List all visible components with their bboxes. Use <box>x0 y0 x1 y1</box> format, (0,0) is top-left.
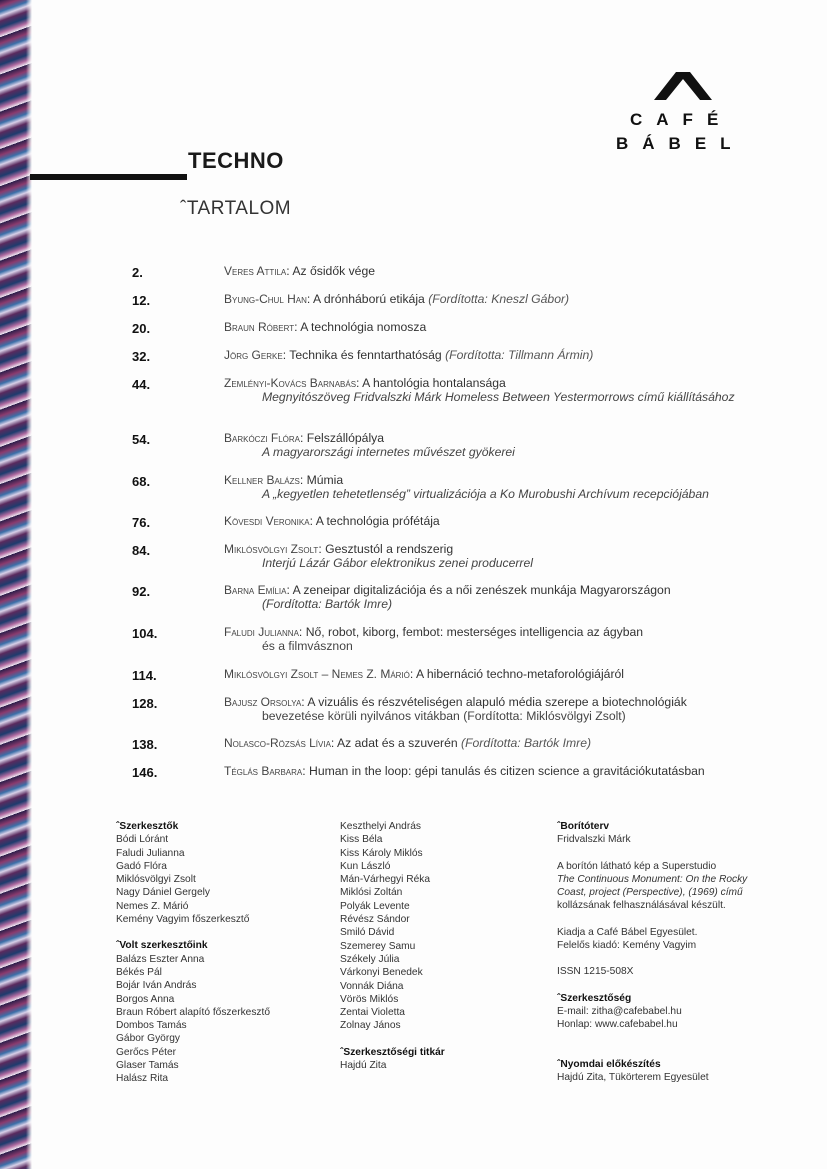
toc-text: Téglás Barbara: Human in the loop: gépi tanulás és citizen science a gravitációkutatásban <box>224 764 705 778</box>
secretary-heading: ˆSzerkesztőségi titkár <box>340 1046 445 1058</box>
office-heading: ˆSzerkesztőség <box>557 992 632 1004</box>
credit-name: Vonnák Diána <box>340 980 404 992</box>
logo-line-1: CAFÉ <box>630 110 733 129</box>
toc-title: A vizuális és részvételiségen alapuló média szerepe a biotechnológiák <box>307 695 687 709</box>
toc-text: Kövesdi Veronika: A technológia prófétája <box>224 514 440 528</box>
credit-name: Miklósi Zoltán <box>340 887 403 899</box>
toc-title: Az ősidők vége <box>292 264 376 278</box>
toc-translator: (Fordította: Kneszl Gábor) <box>428 292 570 306</box>
credits-col-2 <box>340 820 445 1072</box>
toc-page-number: 84. <box>132 543 151 558</box>
credit-name: Zentai Violetta <box>340 1007 405 1019</box>
toc-author: Zemlényi-Kovács Barnabás <box>224 376 357 390</box>
office-web: Honlap: www.cafebabel.hu <box>557 1019 678 1031</box>
toc-subtitle: (Fordította: Bartók Imre) <box>262 596 393 611</box>
toc-translator: (Fordította: Tillmann Ármin) <box>445 348 594 362</box>
toc-page-number: 92. <box>132 584 151 599</box>
page-subtitle: ˆTARTALOM <box>180 198 292 219</box>
credit-name: Szemerey Samu <box>340 940 416 952</box>
credit-name: Révész Sándor <box>340 914 410 926</box>
toc-author: Barkóczi Flóra <box>224 431 301 445</box>
toc-page-number: 12. <box>132 293 151 308</box>
credit-name: Halász Rita <box>116 1073 169 1085</box>
toc-page-number: 32. <box>132 349 151 364</box>
toc-author: Braun Róbert <box>224 320 295 334</box>
credit-name: Mán-Várhegyi Réka <box>340 874 431 886</box>
logo-chevron-icon <box>654 70 712 102</box>
credit-name: Kemény Vagyim főszerkesztő <box>116 914 250 926</box>
print-heading: ˆNyomdai előkészítés <box>557 1058 661 1070</box>
toc-subtitle: Megnyitószöveg Fridvalszki Márk Homeless Between Yestermorrows című kiállításához <box>262 389 735 404</box>
editors-list <box>116 833 270 926</box>
toc-title: A hantológia hontalansága <box>362 376 506 390</box>
toc-text: Miklósvölgyi Zsolt: Gesztustól a rendszerig Interjú Lázár Gábor elektronikus zenei producerrel <box>224 543 784 570</box>
toc-subtitle: Interjú Lázár Gábor elektronikus zenei producerrel <box>262 555 533 570</box>
toc-text: Faludi Julianna: Nő, robot, kiborg, fembot: mesterséges intelligencia az ágyban és a filmvásznon <box>224 626 784 653</box>
toc-text: Zemlényi-Kovács Barnabás: A hantológia hontalansága Megnyitószöveg Fridvalszki Márk Homeless Between Yestermorrows című kiállításához <box>224 377 784 404</box>
cafe-babel-logo <box>612 70 762 160</box>
toc-title: Gesztustól a rendszerig <box>325 542 454 556</box>
credit-name: Glaser Tamás <box>116 1060 179 1072</box>
toc-page-number: 138. <box>132 737 158 752</box>
credit-name: Kiss Béla <box>340 834 383 846</box>
toc-page-number: 114. <box>132 668 157 683</box>
toc-title: A zeneipar digitalizációja és a női zenészek munkája Magyarországon <box>292 583 671 597</box>
toc-text: Barkóczi Flóra: Felszállópálya A magyarországi internetes művészet gyökerei <box>224 432 784 459</box>
toc-page-number: 128. <box>132 696 158 711</box>
toc-title: A technológia nomosza <box>300 320 427 334</box>
toc-author: Barna Emília <box>224 583 287 597</box>
toc-author: Bajusz Orsolya <box>224 695 302 709</box>
cover-heading: ˆBorítóterv <box>557 821 610 832</box>
toc-author: Veres Attila <box>224 264 287 278</box>
toc-page-number: 54. <box>132 432 151 447</box>
print-prep: Hajdú Zita, Tükörterem Egyesület <box>557 1071 709 1083</box>
credit-name: Várkonyi Benedek <box>340 967 423 979</box>
toc-text: Miklósvölgyi Zsolt – Nemes Z. Márió: A hibernáció techno-metaforológiájáról <box>224 667 624 681</box>
toc-text: Kellner Balázs: Múmia A „kegyetlen tehetetlenség” virtualizációja a Ko Murobushi Archívum recepciójában <box>224 474 784 501</box>
title-rule <box>30 174 187 180</box>
former-editors-heading: ˆVolt szerkesztőink <box>116 940 208 952</box>
toc-text: Braun Róbert: A technológia nomosza <box>224 320 427 334</box>
toc-author: Miklósvölgyi Zsolt <box>224 542 319 556</box>
toc-title: A drónháború etikája <box>313 292 425 306</box>
credit-name: Nagy Dániel Gergely <box>116 887 210 899</box>
credit-name: Polyák Levente <box>340 900 410 912</box>
credit-name: Gerőcs Péter <box>116 1046 177 1058</box>
toc-text: Barna Emília: A zeneipar digitalizációja és a női zenészek munkája Magyarországon (Fordította: Bartók Imre) <box>224 584 784 611</box>
credit-name: Borgos Anna <box>116 993 175 1005</box>
office-email: E-mail: zitha@cafebabel.hu <box>557 1005 682 1017</box>
credit-name: Faludi Julianna <box>116 847 185 859</box>
toc-title: Múmia <box>306 473 344 487</box>
toc-page-number: 104. <box>132 626 158 641</box>
issn: ISSN 1215-508X <box>557 966 634 978</box>
toc-page-number: 68. <box>132 474 151 489</box>
former-editors-list-2 <box>340 820 445 1033</box>
toc-subtitle: bevezetése körüli nyilvános vitákban (Fordította: Miklósvölgyi Zsolt) <box>262 708 626 723</box>
toc-title: Technika és fenntarthatóság <box>289 348 442 362</box>
toc-author: Jörg Gerke <box>224 348 283 362</box>
toc-text: Byung-Chul Han: A drónháború etikája (Fordította: Kneszl Gábor) <box>224 292 570 306</box>
credit-name: Kun László <box>340 860 391 872</box>
toc-author: Téglás Barbara <box>224 764 303 778</box>
toc-subtitle: A „kegyetlen tehetetlenség” virtualizációja a Ko Murobushi Archívum recepciójában <box>262 486 709 501</box>
cover-note-3: Coast, project (Perspective), (1969) című <box>557 887 743 899</box>
credit-name: Braun Róbert alapító főszerkesztő <box>116 1006 271 1018</box>
credit-name: Gábor György <box>116 1033 180 1045</box>
toc-text: Nolasco-Rözsás Lívia: Az adat és a szuverén (Fordította: Bartók Imre) <box>224 736 592 750</box>
toc-title: Nő, robot, kiborg, fembot: mesterséges intelligencia az ágyban <box>305 625 644 639</box>
toc-author: Kövesdi Veronika <box>224 514 310 528</box>
cover-note-1: A borítón látható kép a Superstudio <box>557 860 717 872</box>
credit-name: Keszthelyi András <box>340 821 421 832</box>
cover-note-4: kollázsának felhasználásával készült. <box>557 900 726 912</box>
credits-col-1 <box>116 820 270 1086</box>
toc-author: Miklósvölgyi Zsolt – Nemes Z. Márió <box>224 667 410 681</box>
toc-page-number: 44. <box>132 377 151 392</box>
toc-translator: (Fordította: Bartók Imre) <box>461 736 592 750</box>
cover-note-2: The Continuous Monument: On the Rocky <box>557 873 748 885</box>
credit-name: Dombos Tamás <box>116 1020 187 1032</box>
toc-title: Az adat és a szuverén <box>337 736 458 750</box>
toc-subtitle: és a filmvásznon <box>262 638 353 653</box>
credit-name: Kiss Károly Miklós <box>340 847 423 859</box>
toc-author: Kellner Balázs <box>224 473 300 487</box>
credit-name: Nemes Z. Márió <box>116 900 189 912</box>
toc-title: Human in the loop: gépi tanulás és citizen science a gravitációkutatásban <box>309 764 705 778</box>
credits-col-3 <box>557 820 747 1084</box>
publisher-line-1: Kiadja a Café Bábel Egyesület. <box>557 926 698 938</box>
credit-name: Miklósvölgyi Zsolt <box>116 874 196 886</box>
page-title: TECHNO <box>188 148 284 173</box>
toc-text: Veres Attila: Az ősidők vége <box>224 264 376 278</box>
toc-author: Byung-Chul Han <box>224 292 307 306</box>
toc-subtitle: A magyarországi internetes művészet gyökerei <box>262 444 515 459</box>
toc-author: Nolasco-Rözsás Lívia <box>224 736 331 750</box>
toc-page-number: 20. <box>132 321 151 336</box>
toc-page-number: 2. <box>132 265 143 280</box>
secretary-name: Hajdú Zita <box>340 1060 387 1072</box>
toc-page-number: 146. <box>132 765 158 780</box>
credit-name: Bojár Iván András <box>116 980 197 992</box>
credit-name: Smiló Dávid <box>340 927 395 939</box>
credit-name: Bódi Lóránt <box>116 834 169 846</box>
credit-name: Vörös Miklós <box>340 993 399 1005</box>
toc-title: Felszállópálya <box>306 431 385 445</box>
cover-designer: Fridvalszki Márk <box>557 834 631 846</box>
toc-title: A technológia prófétája <box>315 514 440 528</box>
credit-name: Székely Júlia <box>340 953 400 965</box>
toc-title: A hibernáció techno-metaforológiájáról <box>416 667 624 681</box>
credit-name: Balázs Eszter Anna <box>116 953 205 965</box>
toc-author: Faludi Julianna <box>224 625 299 639</box>
editors-heading: ˆSzerkesztők <box>116 821 179 832</box>
decorative-edge <box>0 0 32 1169</box>
credit-name: Békés Pál <box>116 966 162 978</box>
toc-text: Bajusz Orsolya: A vizuális és részvételiségen alapuló média szerepe a biotechnológiák bevezetése körüli nyilvános vitákban (Fordította: Miklósvölgyi Zsolt) <box>224 696 784 723</box>
toc-text: Jörg Gerke: Technika és fenntarthatóság (Fordította: Tillmann Ármin) <box>224 348 594 362</box>
publisher-line-2: Felelős kiadó: Kemény Vagyim <box>557 940 697 952</box>
credit-name: Zolnay János <box>340 1020 401 1032</box>
logo-line-2: BÁBEL <box>616 134 745 153</box>
credit-name: Gadó Flóra <box>116 860 167 872</box>
former-editors-list <box>116 953 270 1086</box>
toc-page-number: 76. <box>132 515 151 530</box>
